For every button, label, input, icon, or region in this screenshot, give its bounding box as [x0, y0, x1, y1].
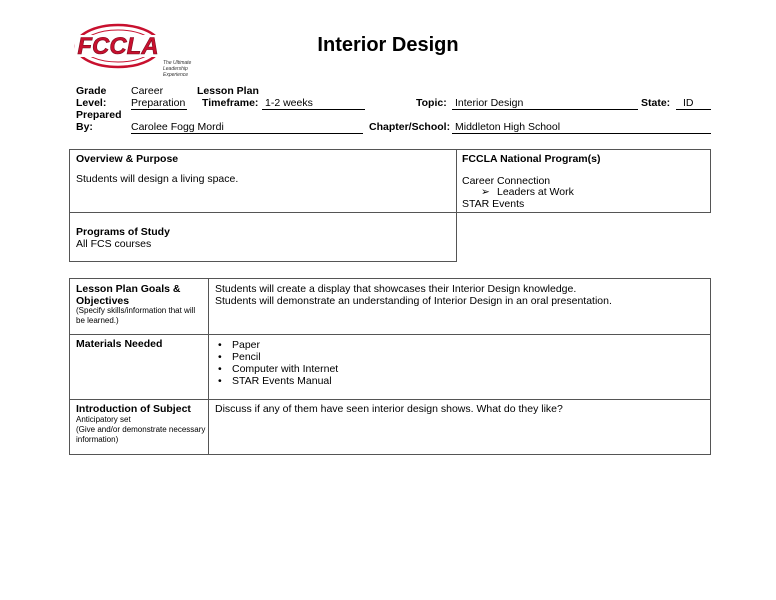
overview-cell — [69, 149, 457, 213]
svg-text:Leadership: Leadership — [163, 66, 188, 72]
list-item: • Paper — [215, 339, 338, 351]
overview-heading: Overview & Purpose — [76, 153, 179, 165]
lesson-table — [69, 278, 711, 455]
timeframe-label: Lesson Plan Timeframe: — [197, 85, 259, 109]
arrow-bullet-icon: ➢ — [481, 186, 490, 198]
goals-note: (Specify skills/information that will be learned.) — [76, 306, 196, 325]
topic-value: Interior Design — [452, 97, 638, 110]
intro-text: Discuss if any of them have seen interior design shows. What do they like? — [215, 403, 563, 415]
page-title: Interior Design — [317, 34, 459, 56]
topic-label: Topic: — [416, 97, 447, 109]
program-item: STAR Events — [462, 198, 525, 210]
column-divider — [208, 279, 209, 454]
svg-text:Experience: Experience — [163, 72, 189, 78]
state-value: ID — [676, 97, 711, 110]
program-sub-item: Leaders at Work — [497, 186, 574, 198]
programs-heading: FCCLA National Program(s) — [462, 153, 601, 165]
grade-level-label: Grade Level: — [76, 85, 107, 109]
row-divider — [70, 334, 710, 335]
study-text: All FCS courses — [76, 238, 152, 250]
materials-list — [215, 339, 338, 387]
list-item: • Pencil — [215, 351, 338, 363]
intro-note: Anticipatory set (Give and/or demonstrate necessary information) — [76, 415, 206, 444]
grade-level-value: Career Preparation — [131, 85, 186, 109]
goals-heading: Lesson Plan Goals & Objectives — [76, 283, 181, 307]
study-heading: Programs of Study — [76, 226, 170, 238]
overview-text: Students will design a living space. — [76, 173, 239, 185]
svg-text:FCCLA: FCCLA — [77, 33, 159, 60]
materials-heading: Materials Needed — [76, 338, 163, 350]
prepared-by-label: Prepared By: — [76, 109, 122, 133]
prepared-by-value: Carolee Fogg Mordi — [131, 121, 363, 134]
list-item: • Computer with Internet — [215, 363, 338, 375]
intro-heading: Introduction of Subject — [76, 403, 191, 415]
svg-text:The Ultimate: The Ultimate — [163, 60, 192, 66]
list-item: • STAR Events Manual — [215, 375, 338, 387]
row-divider — [70, 399, 710, 400]
state-label: State: — [641, 97, 671, 109]
programs-cell — [456, 149, 711, 213]
chapter-label: Chapter/School: — [369, 121, 451, 133]
chapter-value: Middleton High School — [452, 121, 711, 134]
study-cell — [69, 212, 457, 262]
timeframe-value: 1-2 weeks — [262, 97, 365, 110]
program-item: Career Connection — [462, 175, 551, 187]
goals-text: Students will create a display that showcases their Interior Design knowledge. Students will demonstrate an understanding of Interior Design in an oral presentation. — [215, 283, 612, 307]
